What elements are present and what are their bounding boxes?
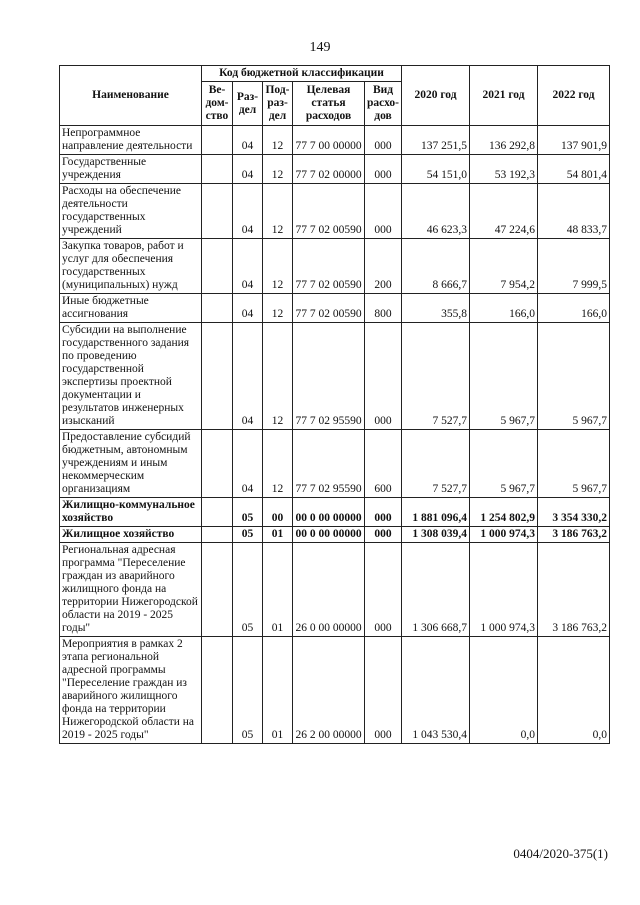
row-2020: 1 881 096,4 (402, 498, 470, 527)
row-razdel: 05 (233, 527, 263, 543)
table-row (60, 498, 610, 527)
table-row (60, 184, 610, 239)
row-razdel: 04 (233, 294, 263, 323)
row-name: Жилищно-коммунальное хозяйство (60, 498, 202, 527)
row-2020: 8 666,7 (402, 239, 470, 294)
row-2022: 3 186 763,2 (538, 527, 610, 543)
table-body (60, 126, 610, 744)
header-code-group: Код бюджетной классификации (202, 66, 402, 82)
row-2021: 7 954,2 (470, 239, 538, 294)
row-podrazdel: 12 (263, 126, 293, 155)
table-row (60, 323, 610, 430)
row-vid: 000 (365, 184, 402, 239)
header-2020: 2020 год (402, 66, 470, 126)
row-2021: 166,0 (470, 294, 538, 323)
row-vid: 000 (365, 498, 402, 527)
row-2021: 53 192,3 (470, 155, 538, 184)
row-2022: 137 901,9 (538, 126, 610, 155)
row-2020: 1 306 668,7 (402, 543, 470, 637)
row-vedomstvo (202, 498, 233, 527)
row-target: 77 7 02 00000 (293, 155, 365, 184)
row-2021: 5 967,7 (470, 430, 538, 498)
row-razdel: 05 (233, 498, 263, 527)
row-target: 77 7 02 00590 (293, 294, 365, 323)
row-vid: 000 (365, 126, 402, 155)
row-target: 77 7 02 00590 (293, 184, 365, 239)
row-2020: 7 527,7 (402, 430, 470, 498)
row-vid: 600 (365, 430, 402, 498)
table-row (60, 430, 610, 498)
row-2020: 137 251,5 (402, 126, 470, 155)
row-name: Расходы на обеспечение деятельности государственных учреждений (60, 184, 202, 239)
row-razdel: 04 (233, 323, 263, 430)
header-vedomstvo: Ве- дом- ство (202, 82, 233, 126)
row-vedomstvo (202, 637, 233, 744)
row-2020: 7 527,7 (402, 323, 470, 430)
row-name: Субсидии на выполнение государственного задания по проведению государственной экспертизы проектной документации и результатов инженерных изысканий (60, 323, 202, 430)
row-2020: 54 151,0 (402, 155, 470, 184)
row-2021: 136 292,8 (470, 126, 538, 155)
header-2022: 2022 год (538, 66, 610, 126)
row-2020: 355,8 (402, 294, 470, 323)
row-2022: 5 967,7 (538, 323, 610, 430)
budget-table (59, 65, 610, 744)
table-row (60, 543, 610, 637)
row-target: 26 0 00 00000 (293, 543, 365, 637)
document-code: 0404/2020-375(1) (513, 846, 608, 861)
row-name: Иные бюджетные ассигнования (60, 294, 202, 323)
row-podrazdel: 00 (263, 498, 293, 527)
row-vid: 200 (365, 239, 402, 294)
row-podrazdel: 12 (263, 323, 293, 430)
row-target: 00 0 00 00000 (293, 527, 365, 543)
row-podrazdel: 01 (263, 637, 293, 744)
table-row (60, 637, 610, 744)
row-podrazdel: 12 (263, 294, 293, 323)
row-vedomstvo (202, 527, 233, 543)
row-vedomstvo (202, 543, 233, 637)
row-vid: 000 (365, 323, 402, 430)
table-row (60, 155, 610, 184)
row-vedomstvo (202, 126, 233, 155)
header-2021: 2021 год (470, 66, 538, 126)
row-2021: 1 000 974,3 (470, 543, 538, 637)
table-row (60, 239, 610, 294)
table-row (60, 126, 610, 155)
row-target: 77 7 02 00590 (293, 239, 365, 294)
header-vid: Вид расхо- дов (365, 82, 402, 126)
row-target: 77 7 02 95590 (293, 430, 365, 498)
row-name: Региональная адресная программа "Переселение граждан из аварийного жилищного фонда на территории Нижегородской области на 2019 - 2025 годы" (60, 543, 202, 637)
row-target: 26 2 00 00000 (293, 637, 365, 744)
row-2021: 1 000 974,3 (470, 527, 538, 543)
row-2022: 166,0 (538, 294, 610, 323)
row-vedomstvo (202, 184, 233, 239)
row-vid: 000 (365, 543, 402, 637)
row-2022: 3 354 330,2 (538, 498, 610, 527)
row-vid: 800 (365, 294, 402, 323)
row-vedomstvo (202, 155, 233, 184)
row-podrazdel: 12 (263, 155, 293, 184)
row-target: 77 7 02 95590 (293, 323, 365, 430)
row-name: Предоставление субсидий бюджетным, автономным учреждениям и иным некоммерческим организациям (60, 430, 202, 498)
row-2022: 48 833,7 (538, 184, 610, 239)
row-podrazdel: 12 (263, 184, 293, 239)
row-2020: 1 043 530,4 (402, 637, 470, 744)
row-2021: 0,0 (470, 637, 538, 744)
row-podrazdel: 01 (263, 527, 293, 543)
header-podrazdel: Под- раз- дел (263, 82, 293, 126)
row-podrazdel: 12 (263, 430, 293, 498)
row-vedomstvo (202, 294, 233, 323)
row-target: 00 0 00 00000 (293, 498, 365, 527)
row-podrazdel: 12 (263, 239, 293, 294)
header-target: Целевая статья расходов (293, 82, 365, 126)
table-row (60, 294, 610, 323)
row-podrazdel: 01 (263, 543, 293, 637)
row-vid: 000 (365, 637, 402, 744)
row-vedomstvo (202, 430, 233, 498)
row-name: Государственные учреждения (60, 155, 202, 184)
row-target: 77 7 00 00000 (293, 126, 365, 155)
header-name: Наименование (60, 66, 202, 126)
row-2022: 54 801,4 (538, 155, 610, 184)
row-name: Мероприятия в рамках 2 этапа региональной адресной программы "Переселение граждан из аварийного жилищного фонда на территории Нижегородской области на 2019 - 2025 годы" (60, 637, 202, 744)
table-row (60, 527, 610, 543)
row-razdel: 04 (233, 184, 263, 239)
row-razdel: 04 (233, 239, 263, 294)
row-2022: 7 999,5 (538, 239, 610, 294)
row-2022: 3 186 763,2 (538, 543, 610, 637)
row-razdel: 04 (233, 155, 263, 184)
row-vedomstvo (202, 239, 233, 294)
page-number: 149 (309, 40, 331, 55)
row-vid: 000 (365, 527, 402, 543)
row-2021: 47 224,6 (470, 184, 538, 239)
row-razdel: 04 (233, 126, 263, 155)
row-razdel: 05 (233, 543, 263, 637)
row-2020: 46 623,3 (402, 184, 470, 239)
row-name: Закупка товаров, работ и услуг для обеспечения государственных (муниципальных) нужд (60, 239, 202, 294)
row-2021: 1 254 802,9 (470, 498, 538, 527)
row-name: Непрограммное направление деятельности (60, 126, 202, 155)
row-2022: 5 967,7 (538, 430, 610, 498)
row-2020: 1 308 039,4 (402, 527, 470, 543)
row-vedomstvo (202, 323, 233, 430)
row-razdel: 04 (233, 430, 263, 498)
row-razdel: 05 (233, 637, 263, 744)
row-2021: 5 967,7 (470, 323, 538, 430)
header-razdel: Раз- дел (233, 82, 263, 126)
row-vid: 000 (365, 155, 402, 184)
row-2022: 0,0 (538, 637, 610, 744)
row-name: Жилищное хозяйство (60, 527, 202, 543)
